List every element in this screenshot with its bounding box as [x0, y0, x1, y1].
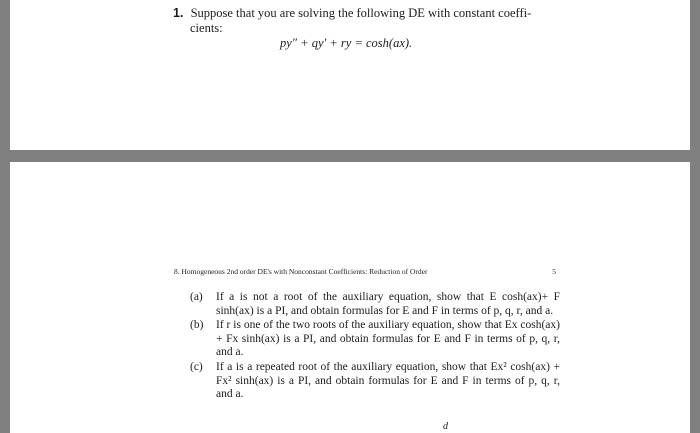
part-a [190, 291, 560, 318]
running-head-page-number: 5 [552, 267, 556, 276]
part-c [190, 361, 560, 402]
problem-line-1: Suppose that you are solving the following DE with constant coeffi- [190, 6, 532, 20]
problem-line-2: cients: [190, 21, 223, 35]
problem-number: 1. [173, 6, 184, 20]
part-text: If a is a repeated root of the auxiliary equation, show that Ex² cosh(ax) + Fx² sinh(ax) is a PI, and obtain formulas for E and F in terms of p, q, r, and a. [216, 360, 560, 401]
page-bottom [10, 162, 690, 433]
part-text: If r is one of the two roots of the auxiliary equation, show that Ex cosh(ax) + Fx sinh(ax) is a PI, and obtain formulas for E and F in terms of p, q, r, and a. [216, 319, 560, 359]
problem-parts [190, 291, 560, 403]
part-label: (a) [190, 291, 203, 303]
differential-equation: py″ + qy′ + ry = cosh(ax). [280, 36, 413, 50]
problem-statement [173, 6, 573, 36]
part-label: (c) [190, 360, 203, 373]
running-head-title: 8. Homogeneous 2nd order DE's with Nonconstant Coefficients: Reduction of Order [174, 267, 428, 276]
part-text: If a is not a root of the auxiliary equation, show that E cosh(ax)+ F sinh(ax) is a PI, and obtain formulas for E and F in terms of p, q, r, and a. [216, 291, 560, 317]
part-label: (b) [190, 319, 204, 332]
running-head [174, 267, 556, 277]
page-top [10, 0, 690, 150]
footer-fragment: d [443, 421, 448, 432]
part-b [190, 319, 560, 360]
